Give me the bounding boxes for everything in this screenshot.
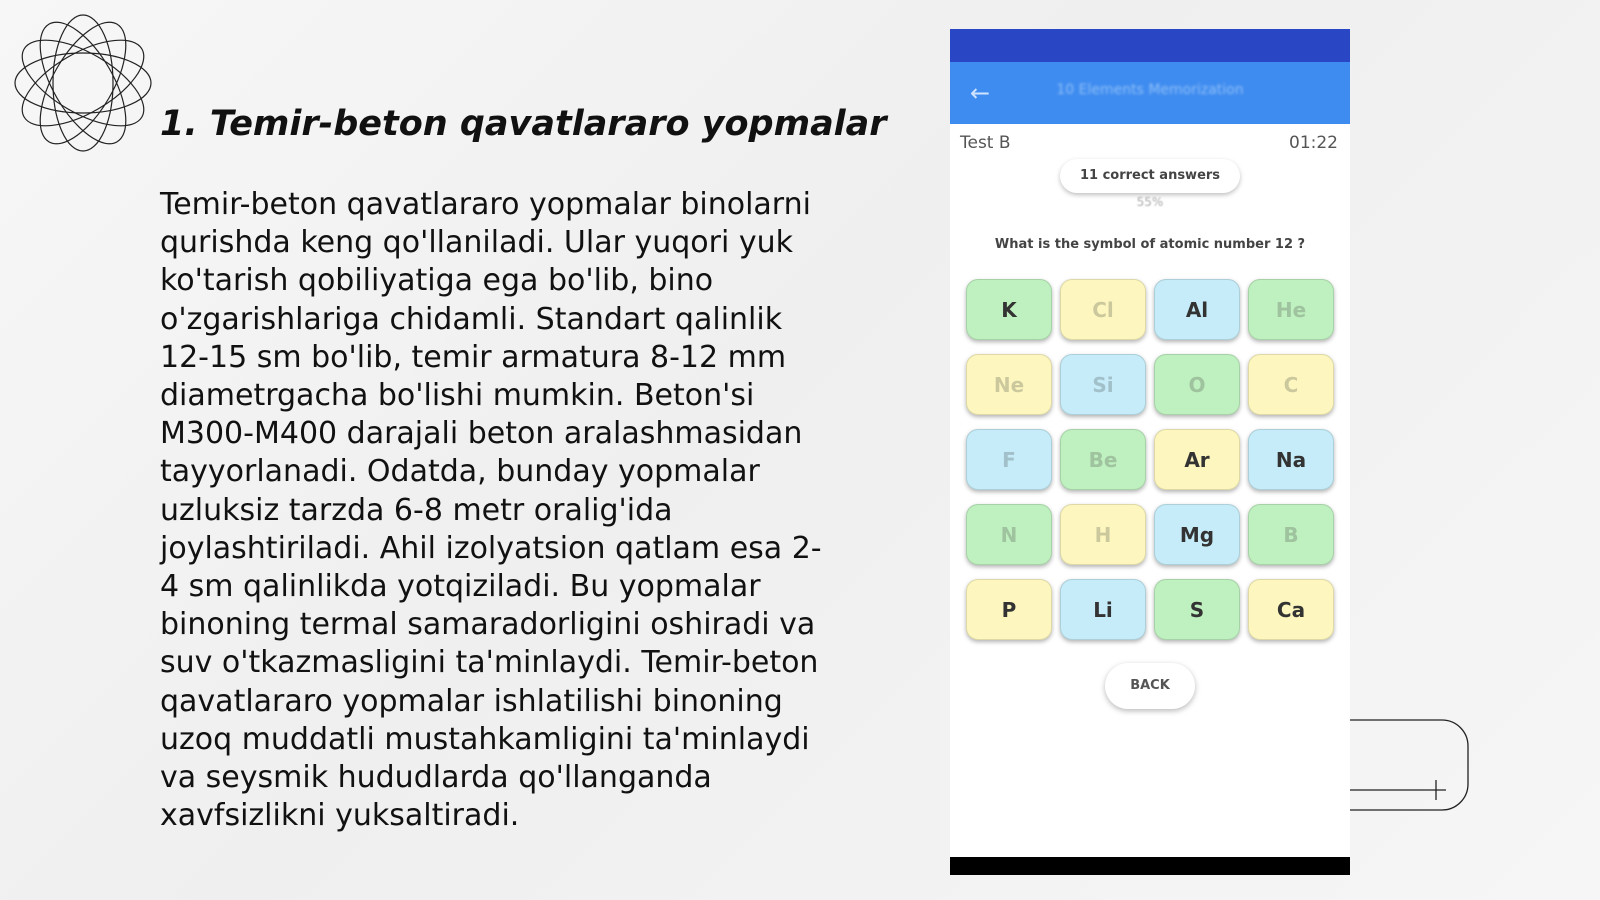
decorative-bracket-icon bbox=[1350, 718, 1470, 812]
element-tile-mg[interactable]: Mg bbox=[1154, 504, 1240, 565]
element-tile-na[interactable]: Na bbox=[1248, 429, 1334, 490]
score-percent: 55% bbox=[1136, 195, 1164, 209]
element-tile-cl[interactable]: Cl bbox=[1060, 279, 1146, 340]
element-tile-o[interactable]: O bbox=[1154, 354, 1240, 415]
element-tile-p[interactable]: P bbox=[966, 579, 1052, 640]
element-tile-s[interactable]: S bbox=[1154, 579, 1240, 640]
element-tile-grid bbox=[966, 279, 1334, 640]
element-tile-h[interactable]: H bbox=[1060, 504, 1146, 565]
back-button[interactable]: BACK bbox=[1105, 663, 1195, 709]
slide-title: 1. Temir-beton qavatlararo yopmalar bbox=[160, 104, 887, 144]
element-tile-k[interactable]: K bbox=[966, 279, 1052, 340]
element-tile-c[interactable]: C bbox=[1248, 354, 1334, 415]
geometric-logo-icon bbox=[8, 8, 158, 158]
timer: 01:22 bbox=[1289, 133, 1338, 153]
element-tile-ne[interactable]: Ne bbox=[966, 354, 1052, 415]
element-tile-be[interactable]: Be bbox=[1060, 429, 1146, 490]
navigation-bar bbox=[950, 857, 1350, 875]
question-text: What is the symbol of atomic number 12 ? bbox=[994, 237, 1306, 252]
slide-body-text: Temir-beton qavatlararo yopmalar binolarni qurishda keng qo'llaniladi. Ular yuqori yuk ko'tarish qobiliyatiga ega bo'lib, bino o'zgarishlariga chidamli. Standart qalinlik 12-15 sm bo'lib, temir armatura 8-12 mm diametrgacha bo'lishi mumkin. Beton'si M300-M400 darajali beton aralashmasidan tayyorlanadi. Odatda, bunday yopmalar uzluksiz tarzda 6-8 metr oralig'ida joylashtiriladi. Ahil izolyatsion qatlam esa 2-4 sm qalinlikda yotqiziladi. Bu yopmalar binoning termal samaradorligini oshiradi va suv o'tkazmasligini ta'minlaydi. Temir-beton qavatlararo yopmalar ishlatilishi binoning uzoq muddatli mustahkamligini ta'minlaydi va seysmik hududlarda qo'llanganda xavfsizlikni yuksaltiradi. bbox=[160, 187, 822, 834]
element-tile-ar[interactable]: Ar bbox=[1154, 429, 1240, 490]
element-tile-si[interactable]: Si bbox=[1060, 354, 1146, 415]
status-bar bbox=[950, 29, 1350, 62]
phone-screenshot bbox=[950, 29, 1350, 875]
element-tile-li[interactable]: Li bbox=[1060, 579, 1146, 640]
correct-answers-badge: 11 correct answers bbox=[1060, 159, 1240, 193]
element-tile-al[interactable]: Al bbox=[1154, 279, 1240, 340]
arrow-left-icon[interactable]: ← bbox=[970, 79, 991, 107]
element-tile-f[interactable]: F bbox=[966, 429, 1052, 490]
element-tile-he[interactable]: He bbox=[1248, 279, 1334, 340]
app-bar bbox=[950, 62, 1350, 124]
element-tile-b[interactable]: B bbox=[1248, 504, 1334, 565]
element-tile-n[interactable]: N bbox=[966, 504, 1052, 565]
element-tile-ca[interactable]: Ca bbox=[1248, 579, 1334, 640]
test-label: Test B bbox=[960, 133, 1011, 153]
app-title: 10 Elements Memorization bbox=[1056, 82, 1244, 98]
